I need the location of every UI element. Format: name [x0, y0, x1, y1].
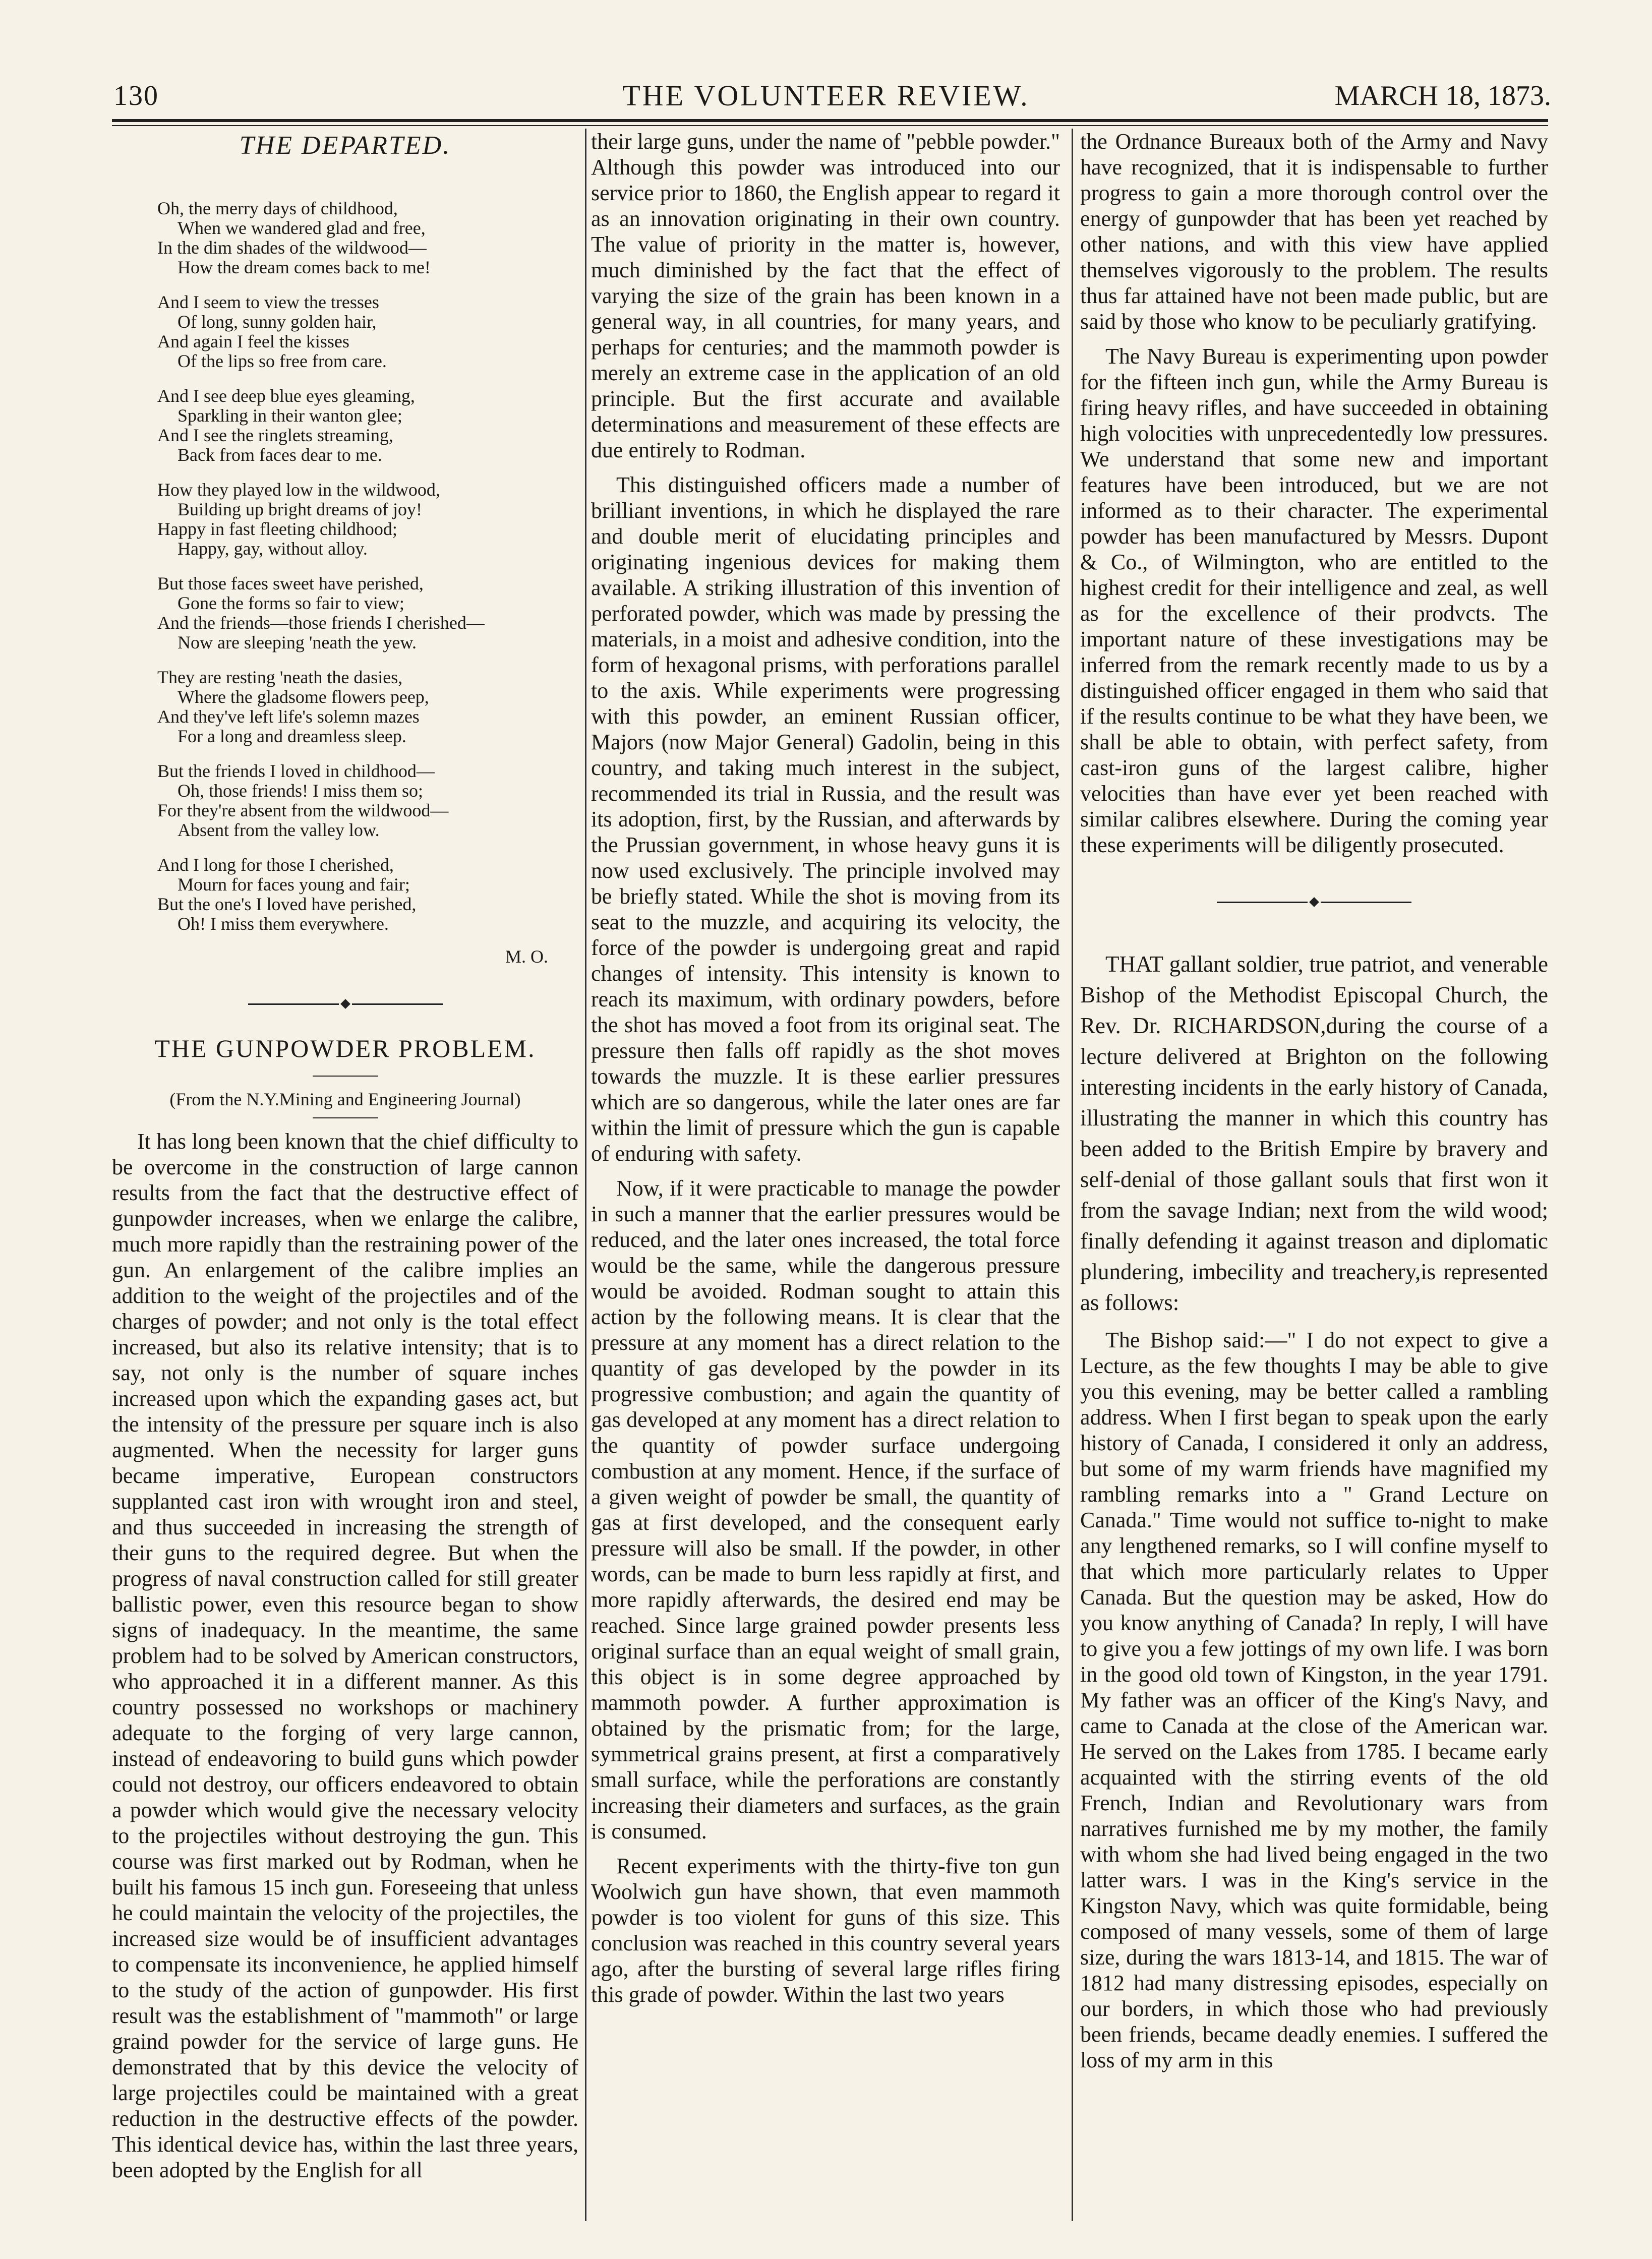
poem-title: THE DEPARTED.	[239, 131, 451, 160]
poem-line: Of long, sunny golden hair,	[178, 312, 377, 332]
poem-line: And I see the ringlets streaming,	[157, 425, 393, 445]
poem-line: And I long for those I cherished,	[157, 855, 394, 875]
poem-line: Sparkling in their wanton glee;	[178, 405, 402, 426]
poem-line: But the friends I loved in childhood—	[157, 761, 435, 781]
running-head: THE VOLUNTEER REVIEW.	[622, 79, 1030, 112]
poem-stanza	[157, 855, 578, 934]
poem-line: And they've left life's solemn mazes	[157, 706, 420, 727]
poem-signature: M. O.	[505, 946, 548, 967]
article-paragraph: their large guns, under the name of "pebble powder." Although this powder was introduced into our service prior to 1860, the English appear to regard it as an innovation originating in their own country. The value of priority in the matter is, however, much diminished by the fact that the effect of varying the size of the grain has been known in a general way, in all countries, for many years, and perhaps for centuries; and the mammoth powder is merely an extreme case in the application of an old principle. But the first accurate and available determinations and measurement of these effects are due entirely to Rodman.	[591, 129, 1060, 462]
column-1	[112, 129, 578, 2221]
poem-stanza	[157, 761, 578, 840]
poem-line: Where the gladsome flowers peep,	[178, 687, 429, 707]
poem-stanza	[157, 292, 578, 371]
article-paragraph: This distinguished officers made a number of brilliant inventions, in which he displayed the rare and double merit of elucidating principles and originating ingenious devices for making them available. A striking illustration of this invention of perforated powder, which was made by pressing the materials, in a moist and adhesive condition, into the form of hexagonal prisms, with perforations parallel to the axis. While experiments were progressing with this powder, an eminent Russian officer, Majors (now Major General) Gadolin, being in this country, and taking much interest in the subject, recommended its trial in Russia, and the result was its adoption, first, by the Russian, and afterwards by the Prussian government, in whose heavy guns it is now used exclusively. The principle involved may be briefly stated. While the shot is moving from its seat to the muzzle, and acquiring its velocity, the force of the powder is undergoing great and rapid changes of intensity. This intensity is known to reach its maximum, with ordinary powders, before the shot has moved a foot from its original seat. The pressure then falls off rapidly as the shot moves towards the muzzle. It is these earlier pressures which are so dangerous, while the later ones are far within the limit of pressure which the gun is capable of enduring with safety.	[591, 472, 1060, 1166]
poem-line: For they're absent from the wildwood—	[157, 800, 449, 820]
article-source: (From the N.Y.Mining and Engineering Journal)	[169, 1089, 521, 1109]
poem-line: When we wandered glad and free,	[178, 218, 426, 238]
poem-line: Absent from the valley low.	[178, 820, 380, 840]
column-rule	[585, 129, 586, 2221]
lecture-intro-text: gallant soldier, true patriot, and venerable Bishop of the Methodist Episcopal Church, the Rev. Dr.	[1080, 952, 1548, 1038]
poem-line: Oh! I miss them everywhere.	[178, 914, 389, 934]
poem-line: Oh, those friends! I miss them so;	[178, 781, 423, 801]
poem-stanza	[157, 668, 578, 746]
lecture-body: The Bishop said:—" I do not expect to give a Lecture, as the few thoughts I may be able to give you this evening, may be better called a rambling address. When I first began to speak upon the early history of Canada, I considered it only an address, but some of my warm friends have magnified my rambling remarks into a " Grand Lecture on Canada." Time would not suffice to-night to make any lengthened remarks, so I will confine myself to that which more particularly relates to Upper Canada. But the question may be asked, How do you know anything of Canada? In reply, I will have to give you a few jottings of my own life. I was born in the good old town of Kingston, in the year 1791. My father was an officer of the King's Navy, and came to Canada at the close of the American war. He served on the Lakes from 1785. I became early acquainted with the stirring events of the old French, Indian and Revolutionary wars from narratives furnished me by my mother, the family with whom she had lived being engaged in the two latter wars. I was in the King's service in the Kingston Navy, which was quite formidable, being composed of many vessels, some of them of large size, during the wars 1813-14, and 1815. The war of 1812 had many distressing episodes, especially on our borders, in which those who had previously been friends, became deadly enemies. I suffered the loss of my arm in this	[1080, 1328, 1548, 2072]
poem-line: And I see deep blue eyes gleaming,	[157, 386, 415, 406]
short-rule	[313, 1076, 378, 1077]
lecture-intro-lead: THAT	[1105, 952, 1163, 977]
poem-line: And the friends—those friends I cherished—	[157, 613, 485, 633]
poem-body	[112, 199, 578, 934]
poem-line: And I seem to view the tresses	[157, 292, 379, 312]
poem-stanza	[157, 199, 578, 277]
poem-line: Now are sleeping 'neath the yew.	[178, 632, 417, 652]
poem-line: But those faces sweet have perished,	[157, 573, 424, 593]
article-paragraph: Recent experiments with the thirty-five ton gun Woolwich gun have shown, that even mammoth powder is too violent for guns of this size. This conclusion was reached in this country several years ago, after the bursting of several large rifles firing this grade of powder. Within the last two years	[591, 1854, 1060, 2007]
poem-stanza	[157, 574, 578, 652]
poem-line: How they played low in the wildwood,	[157, 480, 440, 500]
poem-line: And again I feel the kisses	[157, 331, 349, 351]
poem-stanza	[157, 386, 578, 465]
poem-line: Building up bright dreams of joy!	[178, 499, 422, 519]
poem-line: Mourn for faces young and fair;	[178, 874, 410, 895]
poem-line: In the dim shades of the wildwood—	[157, 237, 427, 258]
issue-date: MARCH 18, 1873.	[1334, 80, 1551, 111]
article-title: THE GUNPOWDER PROBLEM.	[154, 1034, 536, 1062]
short-rule	[313, 1117, 378, 1118]
article-paragraph: Now, if it were practicable to manage the powder in such a manner that the earlier pressures would be reduced, and the later ones increased, the total force would be the same, while the dangerous pressure would be avoided. Rodman sought to attain this action by the following means. It is clear that the pressure at any moment has a direct relation to the quantity of gas developed by the powder in its progressive combustion; and again the quantity of gas developed at any moment has a direct relation to the quantity of powder surface undergoing combustion at any moment. Hence, if the surface of a given weight of powder be small, the quantity of gas at first developed, and the consequent early pressure will also be small. If the powder, in other words, can be made to burn less rapidly at first, and more rapidly afterwards, the desired end may be reached. Since large grained powder presents less original surface than an equal weight of small grain, this object is in some degree approached by mammoth powder. A further approximation is obtained by the prismatic from; for the large, symmetrical grains present, at first a comparatively small surface, while the perforations are constantly increasing their diameters and surfaces, as the grain is consumed.	[591, 1176, 1060, 1844]
poem-line: Gone the forms so fair to view;	[178, 593, 404, 613]
article-paragraph: The Navy Bureau is experimenting upon powder for the fifteen inch gun, while the Army Bureau is firing heavy rifles, and have succeeded in obtaining high volocities with unprecedentedly low pressures. We understand that some new and important features have been introduced, but we are not informed as to their character. The experimental powder has been manufactured by Messrs. Dupont & Co., of Wilmington, who are entitled to the highest credit for their intelligence and zeal, as well as for the excellence of their prodvcts. The important nature of these investigations may be inferred from the remark recently made to us by a distinguished officer engaged in them who said that if the results continue to be what they have been, we shall be able to obtain, with perfect safety, from cast-iron guns of the largest calibre, higher velocities than have ever yet been reached with similar calibres elsewhere. During the coming year these experiments will be diligently prosecuted.	[1080, 344, 1548, 857]
poem-line: But the one's I loved have perished,	[157, 894, 417, 914]
poem-line: Oh, the merry days of childhood,	[157, 198, 398, 218]
poem-line: They are resting 'neath the dasies,	[157, 667, 403, 687]
poem-line: Of the lips so free from care.	[178, 351, 387, 371]
lecture-author-name: RICHARDSON	[1172, 1013, 1321, 1038]
page-number: 130	[113, 80, 159, 111]
article-paragraph: It has long been known that the chief difficulty to be overcome in the construction of large cannon results from the fact that the destructive effect of gunpowder increases, when we enlarge the calibre, much more rapidly than the restraining power of the gun. An enlargement of the calibre implies an addition to the weight of the projectiles and of the charges of powder; and not only is the total effect increased, but also its relative intensity; that is to say, not only is the number of square inches increased upon which the expanding gases act, but the intensity of the pressure per square inch is also augmented. When the necessity for larger guns became imperative, European constructors supplanted cast iron with wrought iron and steel, and thus succeeded in increasing the strength of their guns to the required degree. But when the progress of naval construction called for still greater ballistic power, even this resource began to show signs of inadequacy. In the meantime, the same problem had to be solved by American constructors, who approached it in a different manner. As this country possessed no workshops or machinery adequate to the forging of very large cannon, instead of endeavoring to build guns which powder could not destroy, our officers endeavored to obtain a powder which would give the necessary velocity to the projectiles without destroying the gun. This course was first marked out by Rodman, when he built his famous 15 inch gun. Foreseeing that unless he could maintain the velocity of the projectiles, the increased size would be of insufficient advantages to compensate its inconvenience, he applied himself to the study of the action of gunpowder. His first result was the establishment of "mammoth" or large graind powder for the service of large guns. He demonstrated that by this device the velocity of large projectiles could be maintained with a great reduction in the destructive effects of the powder. This identical device has, within the last three years, been adopted by the English for all	[112, 1129, 578, 2182]
poem-stanza	[157, 480, 578, 559]
ornamental-divider	[1080, 888, 1548, 914]
column-2	[591, 129, 1060, 2221]
column-3	[1080, 129, 1548, 2221]
poem-line: Happy, gay, without alloy.	[178, 539, 368, 559]
lecture-intro-text: ,during the course of a lecture delivered at Brighton on the following interesting incidents in the early history of Canada, illustrating the manner in which this country has been added to the British Empire by bravery and self-denial of those gallant souls that first won it from the savage Indian; next from the wild wood; finally defending it against treason and diplomatic plundering, imbecility and treachery,is represented as follows:	[1080, 1013, 1548, 1315]
ornamental-divider	[112, 990, 578, 1016]
column-rule	[1072, 129, 1073, 2221]
poem-line: Happy in fast fleeting childhood;	[157, 519, 397, 539]
lecture-intro	[1080, 949, 1548, 1318]
article-paragraph: the Ordnance Bureaux both of the Army and Navy have recognized, that it is indispensable to further progress to gain a more thorough control over the energy of gunpowder that has been yet reached by other nations, and with this view have applied themselves vigorously to the problem. The results thus far attained have not been made public, but are said by those who know to be peculiarly gratifying.	[1080, 129, 1548, 334]
poem-line: Back from faces dear to me.	[178, 445, 382, 465]
header-rule	[112, 119, 1548, 122]
header-rule-thin	[112, 125, 1548, 126]
poem-line: How the dream comes back to me!	[178, 257, 431, 277]
poem-line: For a long and dreamless sleep.	[178, 726, 406, 746]
